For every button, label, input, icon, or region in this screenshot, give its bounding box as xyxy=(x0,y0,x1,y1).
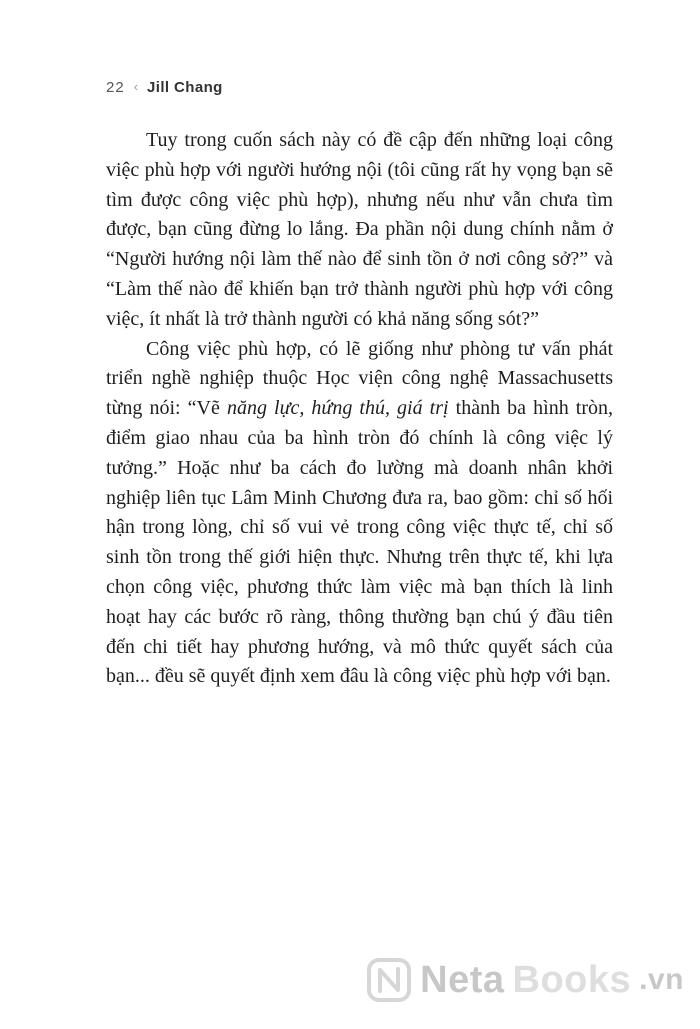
page-number: 22 xyxy=(106,79,125,96)
watermark xyxy=(366,957,684,1003)
watermark-brand-part1: Neta xyxy=(420,958,505,1001)
paragraph-2-text-start: Công việc phù hợp, có lẽ giống như phòng tư vấn phát triển nghề nghiệp thuộc Học viện công nghệ Massachusetts từng nói: “Vẽ xyxy=(106,337,613,420)
netabooks-logo-icon xyxy=(366,957,412,1003)
watermark-domain-suffix: .vn xyxy=(639,963,684,996)
paragraph-1: Tuy trong cuốn sách này có đề cập đến những loại công việc phù hợp với người hướng nội (tôi cũng rất hy vọng bạn sẽ tìm được công việc phù hợp), nhưng nếu như vẫn chưa tìm được, bạn cũng đừng lo lắng. Đa phần nội dung chính nằm ở “Người hướng nội làm thế nào để sinh tồn ở nơi công sở?” và “Làm thế nào để khiến bạn trở thành người phù hợp với công việc, ít nhất là trở thành người có khả năng sống sót?” xyxy=(106,129,613,330)
page-content xyxy=(106,126,613,692)
header-separator-icon: ‹ xyxy=(133,79,139,94)
watermark-brand-part2: Books xyxy=(512,958,632,1001)
author-name: Jill Chang xyxy=(147,79,223,96)
paragraph-2-italic-phrase: năng lực, hứng thú, giá trị xyxy=(226,397,449,420)
page-header xyxy=(106,79,223,96)
paragraph-2-text-end: thành ba hình tròn, điểm giao nhau của ba hình tròn đó chính là công việc lý tưởng.” Hoặc như ba cách đo lường mà doanh nhân khởi nghiệp liên tục Lâm Minh Chương đưa ra, bao gồm: chỉ số hối hận trong lòng, chỉ số vui vẻ trong công việc thực tế, chỉ số sinh tồn trong thế giới hiện thực. Nhưng trên thực tế, khi lựa chọn công việc, phương thức làm việc mà bạn thích là linh hoạt hay các bước rõ ràng, thông thường bạn chú ý đầu tiên đến chi tiết hay phương hướng, và mô thức quyết sách của bạn... đều sẽ quyết định xem đâu là công việc phù hợp với bạn. xyxy=(106,397,613,688)
paragraph-2 xyxy=(106,335,613,693)
